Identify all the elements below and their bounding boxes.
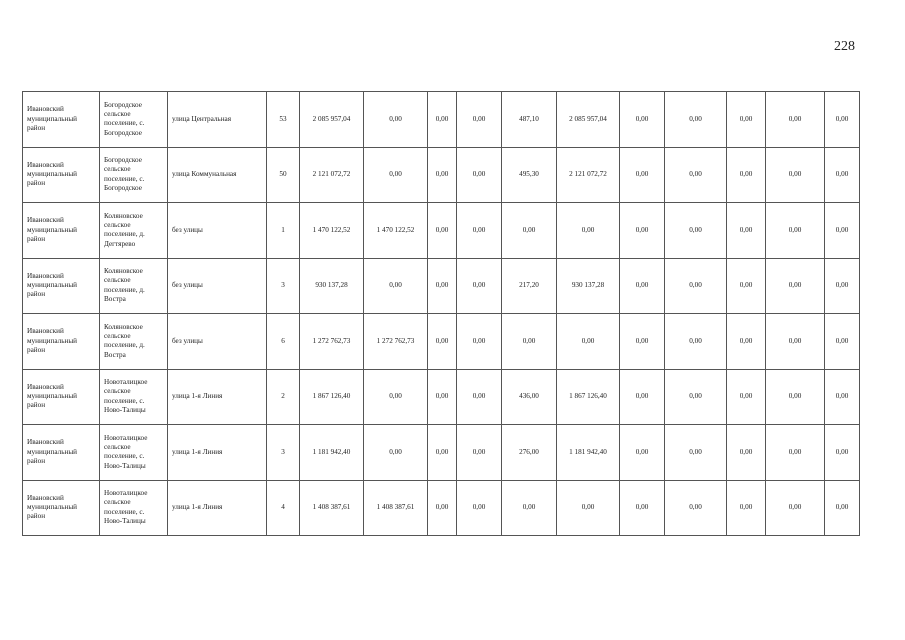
street-cell: без улицы	[168, 203, 267, 259]
street-cell: улица Центральная	[168, 92, 267, 148]
house-number-cell: 3	[267, 258, 300, 314]
amount-cell: 0,00	[364, 425, 428, 481]
house-number-cell: 2	[267, 369, 300, 425]
table-row	[23, 258, 860, 314]
settlement-cell: Новоталицкое сельское поселение, с. Ново-Талицы	[100, 480, 168, 536]
amount-cell: 0,00	[825, 203, 860, 259]
amount-cell: 0,00	[665, 425, 727, 481]
street-cell: улица Коммунальная	[168, 147, 267, 203]
amount-cell: 0,00	[557, 314, 620, 370]
amount-cell: 1 272 762,73	[364, 314, 428, 370]
amount-cell: 0,00	[766, 425, 825, 481]
amount-cell: 0,00	[727, 258, 766, 314]
amount-cell: 0,00	[457, 369, 502, 425]
table-row	[23, 203, 860, 259]
amount-cell: 1 408 387,61	[364, 480, 428, 536]
table-row	[23, 92, 860, 148]
amount-cell: 2 085 957,04	[557, 92, 620, 148]
amount-cell: 217,20	[502, 258, 557, 314]
amount-cell: 0,00	[457, 314, 502, 370]
amount-cell: 0,00	[364, 369, 428, 425]
house-number-cell: 4	[267, 480, 300, 536]
district-cell: Ивановский муниципальный район	[23, 314, 100, 370]
amount-cell: 436,00	[502, 369, 557, 425]
amount-cell: 1 470 122,52	[300, 203, 364, 259]
amount-cell: 0,00	[766, 369, 825, 425]
settlement-cell: Коляновское сельское поселение, д. Востра	[100, 314, 168, 370]
table-row	[23, 314, 860, 370]
settlement-cell: Новоталицкое сельское поселение, с. Ново-Талицы	[100, 425, 168, 481]
house-number-cell: 6	[267, 314, 300, 370]
amount-cell: 0,00	[502, 203, 557, 259]
table-row	[23, 147, 860, 203]
amount-cell: 0,00	[665, 369, 727, 425]
amount-cell: 0,00	[766, 203, 825, 259]
amount-cell: 0,00	[364, 147, 428, 203]
amount-cell: 0,00	[665, 92, 727, 148]
amount-cell: 1 867 126,40	[557, 369, 620, 425]
amount-cell: 0,00	[557, 203, 620, 259]
amount-cell: 0,00	[727, 369, 766, 425]
amount-cell: 0,00	[428, 258, 457, 314]
amount-cell: 0,00	[457, 480, 502, 536]
amount-cell: 1 272 762,73	[300, 314, 364, 370]
district-cell: Ивановский муниципальный район	[23, 147, 100, 203]
amount-cell: 0,00	[428, 147, 457, 203]
amount-cell: 0,00	[665, 258, 727, 314]
amount-cell: 0,00	[825, 369, 860, 425]
amount-cell: 2 121 072,72	[300, 147, 364, 203]
amount-cell: 0,00	[502, 314, 557, 370]
amount-cell: 0,00	[620, 369, 665, 425]
house-number-cell: 53	[267, 92, 300, 148]
amount-cell: 0,00	[665, 147, 727, 203]
amount-cell: 0,00	[457, 425, 502, 481]
amount-cell: 0,00	[665, 480, 727, 536]
amount-cell: 930 137,28	[300, 258, 364, 314]
page-number: 228	[834, 39, 855, 54]
settlement-cell: Новоталицкое сельское поселение, с. Ново-Талицы	[100, 369, 168, 425]
street-cell: без улицы	[168, 258, 267, 314]
amount-cell: 0,00	[620, 314, 665, 370]
district-cell: Ивановский муниципальный район	[23, 480, 100, 536]
amount-cell: 0,00	[825, 258, 860, 314]
registry-table	[22, 91, 860, 536]
amount-cell: 0,00	[766, 480, 825, 536]
amount-cell: 0,00	[428, 369, 457, 425]
amount-cell: 495,30	[502, 147, 557, 203]
amount-cell: 2 085 957,04	[300, 92, 364, 148]
amount-cell: 0,00	[620, 92, 665, 148]
house-number-cell: 3	[267, 425, 300, 481]
amount-cell: 0,00	[727, 480, 766, 536]
amount-cell: 1 408 387,61	[300, 480, 364, 536]
district-cell: Ивановский муниципальный район	[23, 203, 100, 259]
amount-cell: 0,00	[766, 314, 825, 370]
amount-cell: 0,00	[428, 92, 457, 148]
table-row	[23, 480, 860, 536]
amount-cell: 930 137,28	[557, 258, 620, 314]
district-cell: Ивановский муниципальный район	[23, 425, 100, 481]
amount-cell: 1 181 942,40	[300, 425, 364, 481]
amount-cell: 276,00	[502, 425, 557, 481]
amount-cell: 0,00	[727, 425, 766, 481]
amount-cell: 0,00	[457, 203, 502, 259]
settlement-cell: Богородское сельское поселение, с. Богородское	[100, 147, 168, 203]
amount-cell: 0,00	[428, 425, 457, 481]
settlement-cell: Богородское сельское поселение, с. Богородское	[100, 92, 168, 148]
house-number-cell: 50	[267, 147, 300, 203]
amount-cell: 0,00	[825, 147, 860, 203]
amount-cell: 0,00	[665, 203, 727, 259]
amount-cell: 0,00	[825, 314, 860, 370]
amount-cell: 0,00	[620, 147, 665, 203]
amount-cell: 0,00	[727, 203, 766, 259]
street-cell: улица 1-я Линия	[168, 480, 267, 536]
settlement-cell: Коляновское сельское поселение, д. Дегтярево	[100, 203, 168, 259]
amount-cell: 0,00	[766, 147, 825, 203]
amount-cell: 487,10	[502, 92, 557, 148]
amount-cell: 0,00	[825, 425, 860, 481]
street-cell: улица 1-я Линия	[168, 425, 267, 481]
house-number-cell: 1	[267, 203, 300, 259]
amount-cell: 0,00	[620, 258, 665, 314]
amount-cell: 1 470 122,52	[364, 203, 428, 259]
amount-cell: 0,00	[620, 425, 665, 481]
amount-cell: 0,00	[727, 147, 766, 203]
amount-cell: 0,00	[428, 480, 457, 536]
amount-cell: 0,00	[502, 480, 557, 536]
amount-cell: 0,00	[620, 203, 665, 259]
amount-cell: 0,00	[727, 92, 766, 148]
table-row	[23, 369, 860, 425]
district-cell: Ивановский муниципальный район	[23, 369, 100, 425]
table-row	[23, 425, 860, 481]
amount-cell: 1 181 942,40	[557, 425, 620, 481]
amount-cell: 0,00	[457, 147, 502, 203]
settlement-cell: Коляновское сельское поселение, д. Востра	[100, 258, 168, 314]
amount-cell: 0,00	[428, 203, 457, 259]
amount-cell: 0,00	[825, 92, 860, 148]
amount-cell: 0,00	[364, 92, 428, 148]
amount-cell: 0,00	[557, 480, 620, 536]
table-body	[23, 92, 860, 536]
street-cell: без улицы	[168, 314, 267, 370]
amount-cell: 0,00	[727, 314, 766, 370]
amount-cell: 0,00	[364, 258, 428, 314]
amount-cell: 1 867 126,40	[300, 369, 364, 425]
amount-cell: 0,00	[457, 92, 502, 148]
amount-cell: 0,00	[457, 258, 502, 314]
street-cell: улица 1-я Линия	[168, 369, 267, 425]
district-cell: Ивановский муниципальный район	[23, 92, 100, 148]
amount-cell: 0,00	[766, 92, 825, 148]
amount-cell: 0,00	[428, 314, 457, 370]
amount-cell: 0,00	[825, 480, 860, 536]
amount-cell: 0,00	[766, 258, 825, 314]
amount-cell: 2 121 072,72	[557, 147, 620, 203]
amount-cell: 0,00	[620, 480, 665, 536]
district-cell: Ивановский муниципальный район	[23, 258, 100, 314]
amount-cell: 0,00	[665, 314, 727, 370]
